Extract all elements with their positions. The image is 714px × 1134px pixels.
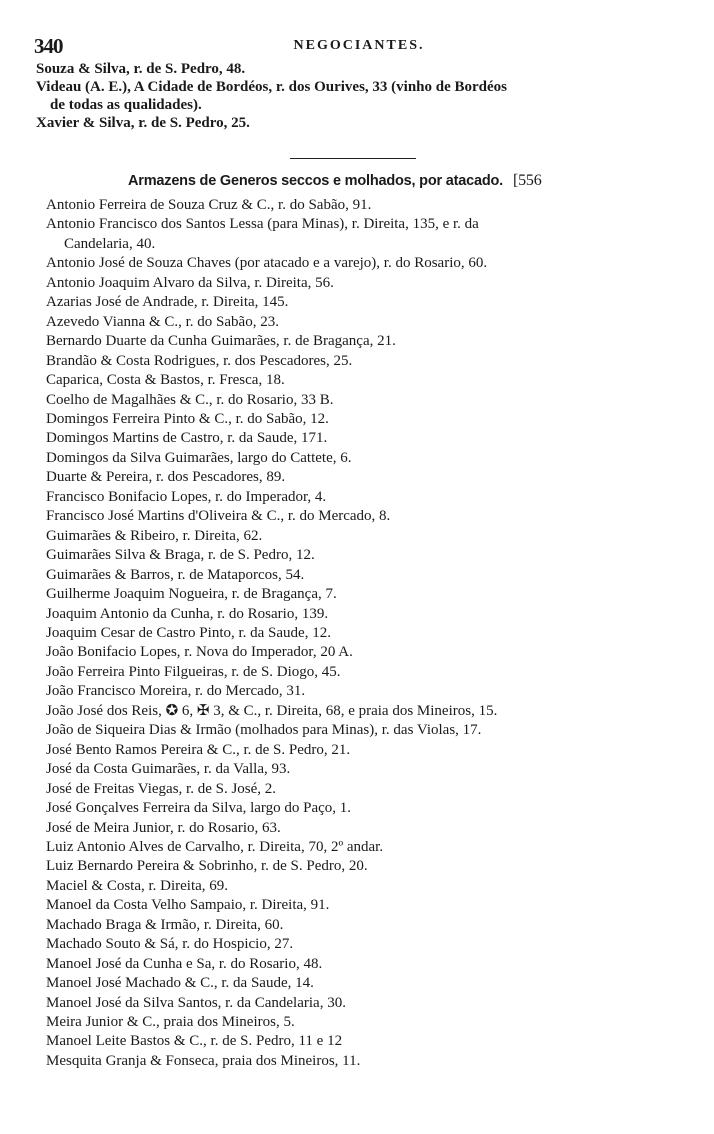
list-item: João de Siqueira Dias & Irmão (molhados para Minas), r. das Violas, 17.: [46, 722, 482, 739]
list-item-continuation: Candelaria, 40.: [64, 235, 156, 252]
list-item: Antonio José de Souza Chaves (por atacado e a varejo), r. do Rosario, 60.: [46, 255, 488, 272]
list-item: José da Costa Guimarães, r. da Valla, 93.: [46, 761, 291, 778]
section-title: Armazens de Generos seccos e molhados, por atacado.: [128, 173, 503, 189]
list-item: Machado Braga & Irmão, r. Direita, 60.: [46, 916, 284, 933]
list-item: João Ferreira Pinto Filgueiras, r. de S. Diogo, 45.: [46, 663, 341, 680]
list-item: Domingos Ferreira Pinto & C., r. do Sabão, 12.: [46, 410, 329, 427]
list-item: Maciel & Costa, r. Direita, 69.: [46, 877, 229, 894]
list-item: Xavier & Silva, r. de S. Pedro, 25.: [36, 115, 250, 131]
list-item: Mesquita Granja & Fonseca, praia dos Mineiros, 11.: [46, 1052, 361, 1069]
list-item: Joaquim Cesar de Castro Pinto, r. da Saude, 12.: [46, 624, 331, 641]
list-item: Guimarães & Barros, r. de Mataporcos, 54.: [46, 566, 305, 583]
list-item: João Bonifacio Lopes, r. Nova do Imperador, 20 A.: [46, 644, 353, 661]
section-heading: [128, 172, 688, 190]
list-item: Meira Junior & C., praia dos Mineiros, 5.: [46, 1014, 295, 1031]
merchant-list: [46, 196, 686, 1071]
list-item: Guimarães Silva & Braga, r. de S. Pedro, 12.: [46, 547, 315, 564]
list-item: Caparica, Costa & Bastos, r. Fresca, 18.: [46, 372, 285, 389]
list-item: Antonio Francisco dos Santos Lessa (para Minas), r. Direita, 135, e r. da: [46, 216, 479, 233]
page-header: [34, 34, 684, 58]
list-item: Luiz Bernardo Pereira & Sobrinho, r. de S. Pedro, 20.: [46, 858, 368, 875]
list-item: José Gonçalves Ferreira da Silva, largo do Paço, 1.: [46, 800, 352, 817]
list-item: Francisco José Martins d'Oliveira & C., r. do Mercado, 8.: [46, 508, 391, 525]
list-item: Joaquim Antonio da Cunha, r. do Rosario, 139.: [46, 605, 329, 622]
list-item: Antonio Joaquim Alvaro da Silva, r. Direita, 56.: [46, 274, 334, 291]
list-item: Azevedo Vianna & C., r. do Sabão, 23.: [46, 313, 279, 330]
list-item: Duarte & Pereira, r. dos Pescadores, 89.: [46, 469, 286, 486]
list-item: Videau (A. E.), A Cidade de Bordéos, r. dos Ourives, 33 (vinho de Bordéos: [36, 79, 508, 95]
list-item: João Francisco Moreira, r. do Mercado, 31.: [46, 683, 306, 700]
list-item: Francisco Bonifacio Lopes, r. do Imperador, 4.: [46, 488, 327, 505]
list-item: Azarias José de Andrade, r. Direita, 145.: [46, 294, 289, 311]
list-item: Manoel José Machado & C., r. da Saude, 14.: [46, 975, 314, 992]
list-item: Brandão & Costa Rodrigues, r. dos Pescadores, 25.: [46, 352, 353, 369]
list-item: Manoel da Costa Velho Sampaio, r. Direita, 91.: [46, 897, 330, 914]
list-item: Souza & Silva, r. de S. Pedro, 48.: [36, 61, 246, 77]
page-number: 340: [34, 34, 63, 58]
running-head: NEGOCIANTES.: [293, 38, 425, 53]
list-item: Guimarães & Ribeiro, r. Direita, 62.: [46, 527, 263, 544]
list-item: José de Meira Junior, r. do Rosario, 63.: [46, 819, 281, 836]
section-divider: [290, 158, 416, 159]
list-item: Machado Souto & Sá, r. do Hospicio, 27.: [46, 936, 294, 953]
list-item: José Bento Ramos Pereira & C., r. de S. Pedro, 21.: [46, 741, 351, 758]
list-item: João José dos Reis, ✪ 6, ✠ 3, & C., r. Direita, 68, e praia dos Mineiros, 15.: [46, 702, 498, 719]
list-item: José de Freitas Viegas, r. de S. José, 2.: [46, 780, 277, 797]
list-item: Manoel José da Silva Santos, r. da Candelaria, 30.: [46, 994, 346, 1011]
continued-entries: [36, 60, 686, 132]
list-item: Guilherme Joaquim Nogueira, r. de Bragança, 7.: [46, 586, 337, 603]
list-item: Domingos Martins de Castro, r. da Saude, 171.: [46, 430, 328, 447]
list-item: Bernardo Duarte da Cunha Guimarães, r. de Bragança, 21.: [46, 333, 396, 350]
list-item: Luiz Antonio Alves de Carvalho, r. Direita, 70, 2º andar.: [46, 838, 384, 855]
list-item: Manoel José da Cunha e Sa, r. do Rosario, 48.: [46, 955, 323, 972]
list-item: Manoel Leite Bastos & C., r. de S. Pedro, 11 e 12: [46, 1033, 343, 1050]
section-number: [556: [513, 172, 542, 189]
list-item: Domingos da Silva Guimarães, largo do Cattete, 6.: [46, 449, 352, 466]
list-item-continuation: de todas as qualidades).: [50, 97, 202, 113]
list-item: Coelho de Magalhães & C., r. do Rosario, 33 B.: [46, 391, 334, 408]
list-item: Antonio Ferreira de Souza Cruz & C., r. do Sabão, 91.: [46, 197, 372, 213]
